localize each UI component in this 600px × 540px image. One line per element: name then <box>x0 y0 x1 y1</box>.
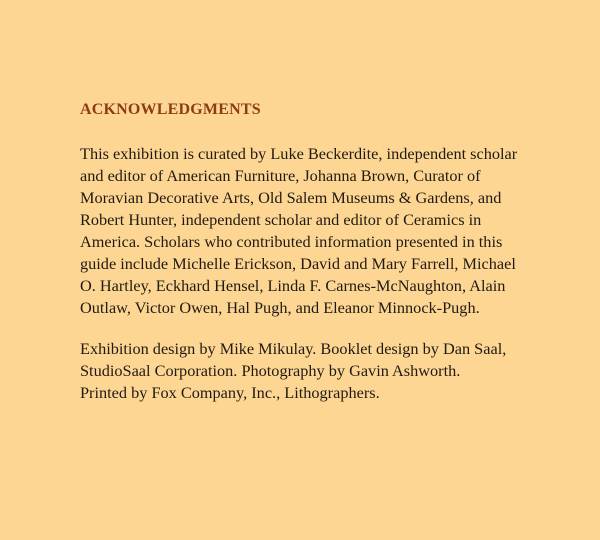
paragraph-line: O. Hartley, Eckhard Hensel, Linda F. Carnes-McNaughton, Alain <box>80 276 506 295</box>
paragraph-line: Exhibition design by Mike Mikulay. Booklet design by Dan Saal, <box>80 339 507 358</box>
acknowledgments-section <box>80 100 560 423</box>
curators-paragraph <box>80 143 560 319</box>
paragraph-line: guide include Michelle Erickson, David and Mary Farrell, Michael <box>80 254 516 273</box>
paragraph-line: This exhibition is curated by Luke Beckerdite, independent scholar <box>80 144 518 163</box>
paragraph-line: Robert Hunter, independent scholar and editor of Ceramics in <box>80 210 482 229</box>
paragraph-line: America. Scholars who contributed information presented in this <box>80 232 503 251</box>
credits-paragraph <box>80 338 560 404</box>
paragraph-line: Printed by Fox Company, Inc., Lithographers. <box>80 383 380 402</box>
paragraph-line: Moravian Decorative Arts, Old Salem Museums & Gardens, and <box>80 188 502 207</box>
paragraph-line: StudioSaal Corporation. Photography by Gavin Ashworth. <box>80 361 461 380</box>
section-heading: ACKNOWLEDGMENTS <box>80 101 261 118</box>
paragraph-line: and editor of American Furniture, Johanna Brown, Curator of <box>80 166 481 185</box>
paragraph-line: Outlaw, Victor Owen, Hal Pugh, and Eleanor Minnock-Pugh. <box>80 298 480 317</box>
